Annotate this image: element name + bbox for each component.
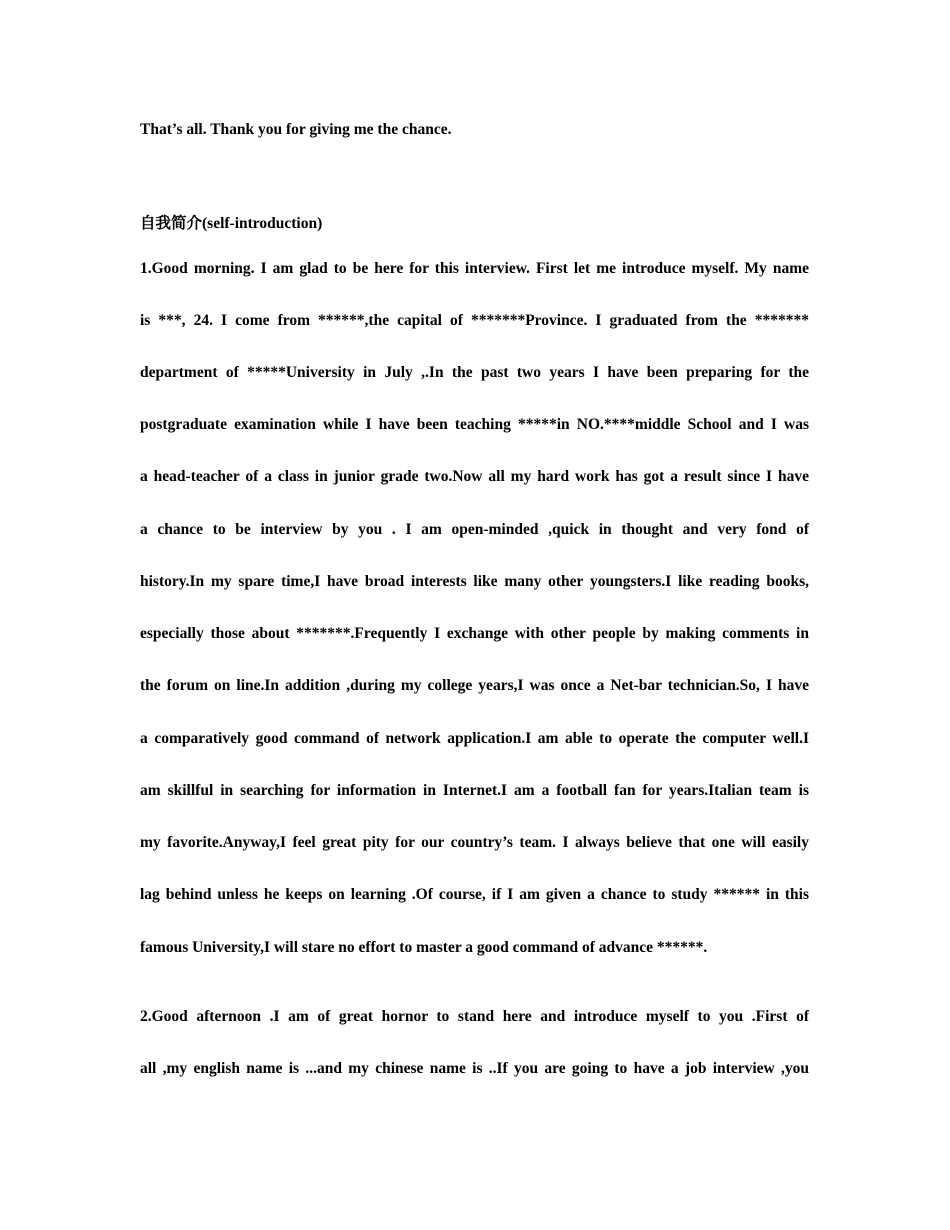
paragraph-1-line-3: department of *****University in July ,.In the past two years I have been preparing for the bbox=[140, 364, 809, 381]
paragraph-1-line-9: the forum on line.In addition ,during my college years,I was once a Net-bar technician.So, I have bbox=[140, 677, 809, 694]
paragraph-1-line-13: lag behind unless he keeps on learning .Of course, if I am given a chance to study ****** in this bbox=[140, 886, 809, 903]
paragraph-1-line-11: am skillful in searching for information in Internet.I am a football fan for years.Italian team is bbox=[140, 782, 809, 799]
paragraph-1-line-5: a head-teacher of a class in junior grade two.Now all my hard work has got a result since I have bbox=[140, 468, 809, 485]
paragraph-1-line-1: 1.Good morning. I am glad to be here for this interview. First let me introduce myself. My name bbox=[140, 260, 809, 277]
paragraph-2-line-2: all ,my english name is ...and my chinese name is ..If you are going to have a job interview ,you bbox=[140, 1060, 809, 1077]
paragraph-2-line-1: 2.Good afternoon .I am of great hornor to stand here and introduce myself to you .First of bbox=[140, 1008, 809, 1025]
paragraph-1-line-14: famous University,I will stare no effort to master a good command of advance ******. bbox=[140, 939, 708, 956]
paragraph-1-line-12: my favorite.Anyway,I feel great pity for our country’s team. I always believe that one will easily bbox=[140, 834, 809, 851]
paragraph-1-line-6: a chance to be interview by you . I am open-minded ,quick in thought and very fond of bbox=[140, 521, 809, 538]
paragraph-1-line-7: history.In my spare time,I have broad interests like many other youngsters.I like reading books, bbox=[140, 573, 809, 590]
section-heading: 自我简介(self-introduction) bbox=[140, 215, 323, 232]
paragraph-1-line-8: especially those about *******.Frequently I exchange with other people by making comments in bbox=[140, 625, 809, 642]
paragraph-1-line-2: is ***, 24. I come from ******,the capital of *******Province. I graduated from the ******* bbox=[140, 312, 809, 329]
paragraph-1-line-4: postgraduate examination while I have been teaching *****in NO.****middle School and I was bbox=[140, 416, 809, 433]
closing-line: That’s all. Thank you for giving me the chance. bbox=[140, 121, 452, 138]
paragraph-1-line-10: a comparatively good command of network application.I am able to operate the computer well.I bbox=[140, 730, 809, 747]
